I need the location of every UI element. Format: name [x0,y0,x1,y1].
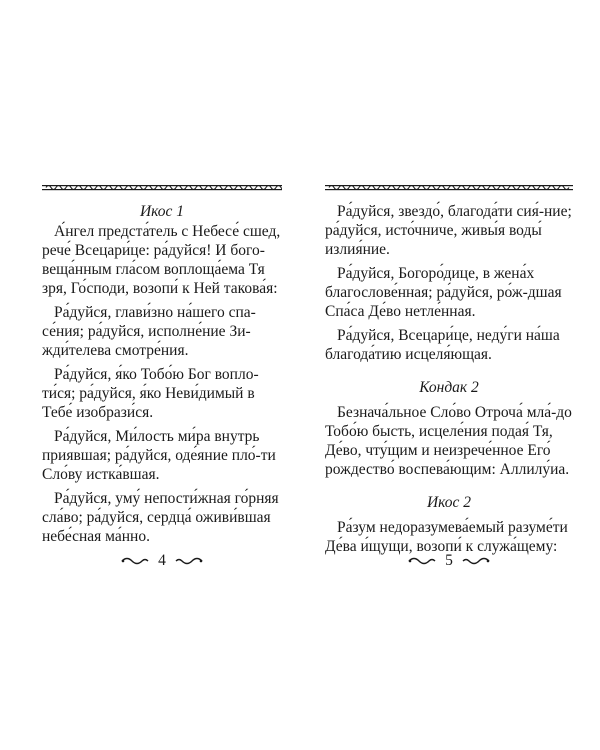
paragraph: Ра́дуйся, глави́зно на́шего спа-се́ния; ра́дуйся, исполне́ние Зи-жди́телева смотре́ния. [42,304,256,359]
right-page-footer [329,549,569,573]
paragraph: Ра́дуйся, Всецари́це, неду́ги на́ша благода́тию исцеля́ющая. [325,327,560,363]
paragraph: Безнача́льное Сло́во Отроча́ мла́-до Тобо́ю бысть, исцеле́ния подая́ Тя, Де́во, чту́щим и неизрече́нное Его́ рождество́ воспева́ющим: Аллилу́иа. [325,404,572,478]
section-heading-ikos-1: Икос 1 [139,203,185,220]
paragraph: Ра́дуйся, Богоро́дице, в жена́х благослове́нная; ра́дуйся, ро́ж-дшая Спа́са Де́во нетле́нная. [325,265,562,320]
paragraph: Ра́дуйся, уму́ непости́жная го́рняя сла́во; ра́дуйся, сердца́ оживи́вшая небе́сная ма́нно. [42,490,279,545]
top-ornament-right [325,180,573,192]
page-number: 5 [445,552,453,569]
section-heading-kondak-2: Кондак 2 [419,379,479,396]
page-number: 4 [158,552,166,569]
section-heading-ikos-2: Икос 2 [426,494,472,511]
footer-ornament-icon [461,556,491,566]
paragraph: Ра́дуйся, звездо́, благода́ти сия́-ние; ра́дуйся, исто́чниче, живы́я воды́ излия́ние. [325,203,572,258]
footer-ornament-icon [407,556,437,566]
paragraph: А́нгел предста́тель с Небесе́ сшед, рече́ Всецари́це: ра́дуйся! И бого-веща́нным гла́сом воплоща́ема Тя зря, Го́споди, возопи́ к Ней такова́я: [42,223,281,297]
left-page [42,180,282,546]
footer-ornament-icon [120,556,150,566]
left-page-footer [42,549,282,573]
top-ornament-left [42,180,282,192]
paragraph: Ра́дуйся, я́ко Тобо́ю Бог вопло-ти́ся; ра́дуйся, я́ко Неви́димый в Тебе́ изобрази́ся. [42,366,259,421]
paragraph: Ра́дуйся, Ми́лость ми́ра внутрь приявшая; ра́дуйся, оде́яние пло́-ти Сло́ву истка́вшая. [42,428,276,483]
footer-ornament-icon [174,556,204,566]
paragraph: Ра́зум недоразумева́емый разуме́ти Де́ва и́щущи, возопи́ к служа́щему: [325,519,568,555]
right-page [325,180,573,556]
